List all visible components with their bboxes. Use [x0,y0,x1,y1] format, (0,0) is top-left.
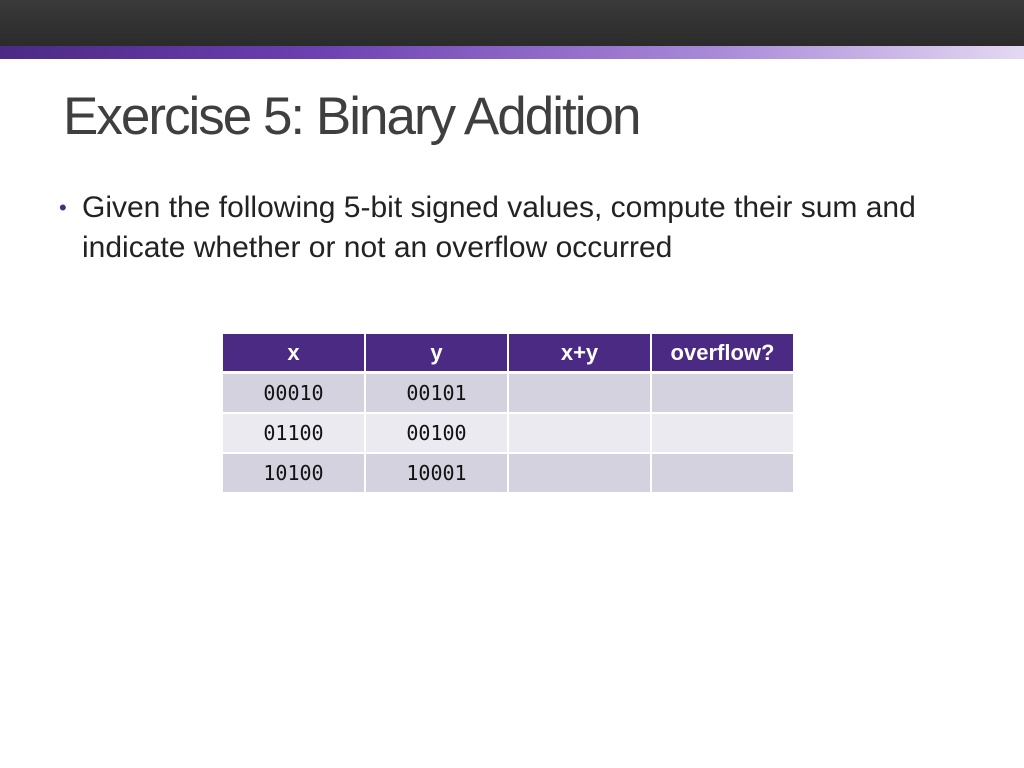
bullet-text: Given the following 5-bit signed values, compute their sum and indicate whether or not an overflow occurred [82,191,916,264]
cell-sum [508,453,651,493]
binary-addition-table [221,332,795,494]
table-row [222,413,794,453]
cell-x: 00010 [222,373,365,414]
cell-overflow [651,413,794,453]
cell-x: 10100 [222,453,365,493]
top-banner [0,0,1024,46]
bullet-item [58,188,938,268]
table-row [222,373,794,414]
bullet-icon: • [59,195,67,220]
table-row [222,453,794,493]
accent-stripe [0,46,1024,59]
column-header-sum: x+y [508,333,651,373]
column-header-overflow: overflow? [651,333,794,373]
bullet-list [58,188,938,268]
cell-sum [508,373,651,414]
cell-x: 01100 [222,413,365,453]
table-header-row [222,333,794,373]
cell-y: 00100 [365,413,508,453]
cell-overflow [651,373,794,414]
column-header-y: y [365,333,508,373]
cell-y: 10001 [365,453,508,493]
slide-title: Exercise 5: Binary Addition [63,87,640,146]
cell-overflow [651,453,794,493]
cell-y: 00101 [365,373,508,414]
cell-sum [508,413,651,453]
column-header-x: x [222,333,365,373]
